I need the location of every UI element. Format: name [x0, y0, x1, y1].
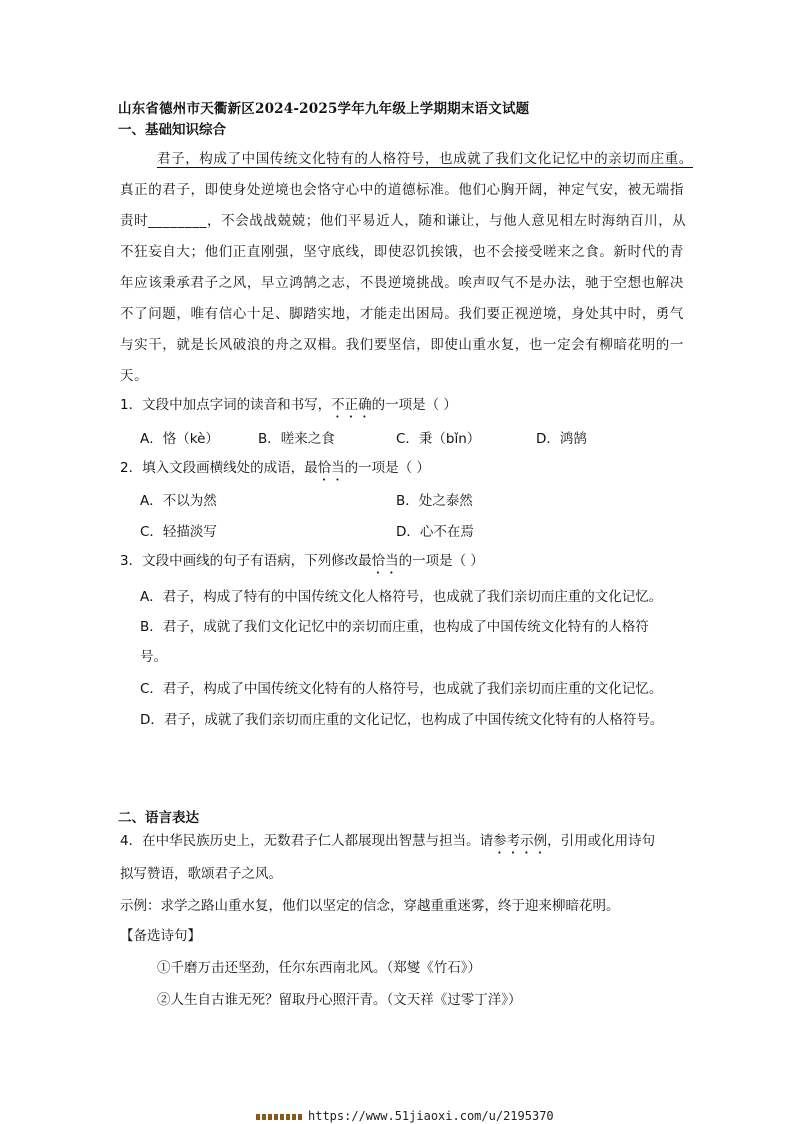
- section-heading-language-expression: 二、语言表达: [118, 810, 199, 826]
- question-2-option-d: D．心不在焉: [396, 524, 474, 540]
- footer: [256, 1109, 554, 1123]
- passage-line: 责时________，不会战战兢兢；他们平易近人，随和谦让，与他人意见相左时海纳百川，从: [120, 213, 687, 229]
- question-4-text-pre: 4．在中华民族历史上，无数君子仁人都展现出智慧与担当。请: [120, 833, 494, 849]
- question-1-option-d: D．鸿鹄: [536, 431, 587, 447]
- question-1: [120, 393, 457, 421]
- poem-line: ①千磨万击还坚劲，任尔东西南北风。（郑燮《竹石》）: [157, 960, 481, 976]
- question-4-example: 示例：求学之路山重水复，他们以坚定的信念，穿越重重迷雾，终于迎来柳暗花明。: [120, 898, 620, 914]
- question-3-emphasis: 恰当: [371, 553, 399, 569]
- question-4-text-post: ，引用或化用诗句: [547, 833, 656, 849]
- question-4: [120, 829, 655, 857]
- page-title: 山东省德州市天衢新区2024-2025学年九年级上学期期末语文试题: [118, 101, 530, 117]
- question-2-option-b: B．处之泰然: [396, 493, 473, 509]
- passage-line: 不狂妄自大；他们正直刚强，坚守底线，即使忍饥挨饿，也不会接受嗟来之食。新时代的青: [120, 244, 684, 260]
- question-2: [120, 456, 430, 484]
- reserve-poems-label: 【备选诗句】: [120, 928, 201, 944]
- question-4-emphasis: 参考示例: [493, 833, 548, 849]
- passage-first-line: [157, 147, 693, 167]
- question-1-option-a: A．恪（kè）: [140, 431, 219, 447]
- underlined-sentence: 君子，构成了中国传统文化特有的人格符号，也成就了我们文化记忆中的亲切而庄重。: [157, 151, 693, 167]
- passage-line: 不了问题，唯有信心十足、脚踏实地，才能走出困局。我们要正视逆境，身处其中时，勇气: [120, 306, 684, 322]
- question-3-option-b: B．君子，成就了我们文化记忆中的亲切而庄重，也构成了中国传统文化特有的人格符: [140, 619, 649, 635]
- question-2-text-post: 的一项是（ ）: [344, 460, 430, 476]
- question-3-text-post: 的一项是（ ）: [398, 553, 484, 569]
- footer-url[interactable]: https://www.51jiaoxi.com/u/2195370: [308, 1109, 554, 1123]
- question-1-option-c: C．秉（bǐn）: [396, 431, 481, 447]
- question-1-emphasis: 不正确: [331, 397, 372, 413]
- passage-line: 真正的君子，即使身处逆境也会恪守心中的道德标准。他们心胸开阔，神定气安，被无端指: [120, 182, 684, 198]
- question-1-text-pre: 1．文段中加点字词的读音和书写，: [120, 397, 332, 413]
- section-heading-basic-knowledge: 一、基础知识综合: [118, 122, 226, 138]
- question-3-option-c: C．君子，构成了中国传统文化特有的人格符号，也成就了我们亲切而庄重的文化记忆。: [140, 681, 663, 697]
- question-2-option-c: C．轻描淡写: [140, 524, 217, 540]
- question-1-text-post: 的一项是（ ）: [371, 397, 457, 413]
- question-3-text-pre: 3．文段中画线的句子有语病，下列修改最: [120, 553, 372, 569]
- passage-line: 与实干，就是长风破浪的舟之双楫。我们要坚信，即使山重水复，也一定会有柳暗花明的一: [120, 337, 684, 353]
- passage-line: 年应该秉承君子之风，早立鸿鹄之志，不畏逆境挑战。唉声叹气不是办法，驰于空想也解决: [120, 275, 684, 291]
- question-4-line-2: 拟写赞语，歌颂君子之风。: [120, 866, 282, 882]
- site-logo-icon: [256, 1114, 302, 1120]
- question-3: [120, 549, 484, 577]
- poem-line: ②人生自古谁无死？留取丹心照汗青。（文天祥《过零丁洋》）: [157, 992, 522, 1008]
- question-2-emphasis: 恰当: [317, 460, 345, 476]
- question-3-option-d: D．君子，成就了我们亲切而庄重的文化记忆，也构成了中国传统文化特有的人格符号。: [140, 712, 664, 728]
- question-3-option-b-continued: 号。: [140, 649, 167, 665]
- question-1-option-b: B．嗟来之食: [258, 431, 335, 447]
- question-3-option-a: A．君子，构成了特有的中国传统文化人格符号，也成就了我们亲切而庄重的文化记忆。: [140, 589, 663, 605]
- question-2-option-a: A．不以为然: [140, 493, 217, 509]
- question-2-text-pre: 2．填入文段画横线处的成语，最: [120, 460, 318, 476]
- passage-line: 天。: [120, 368, 149, 384]
